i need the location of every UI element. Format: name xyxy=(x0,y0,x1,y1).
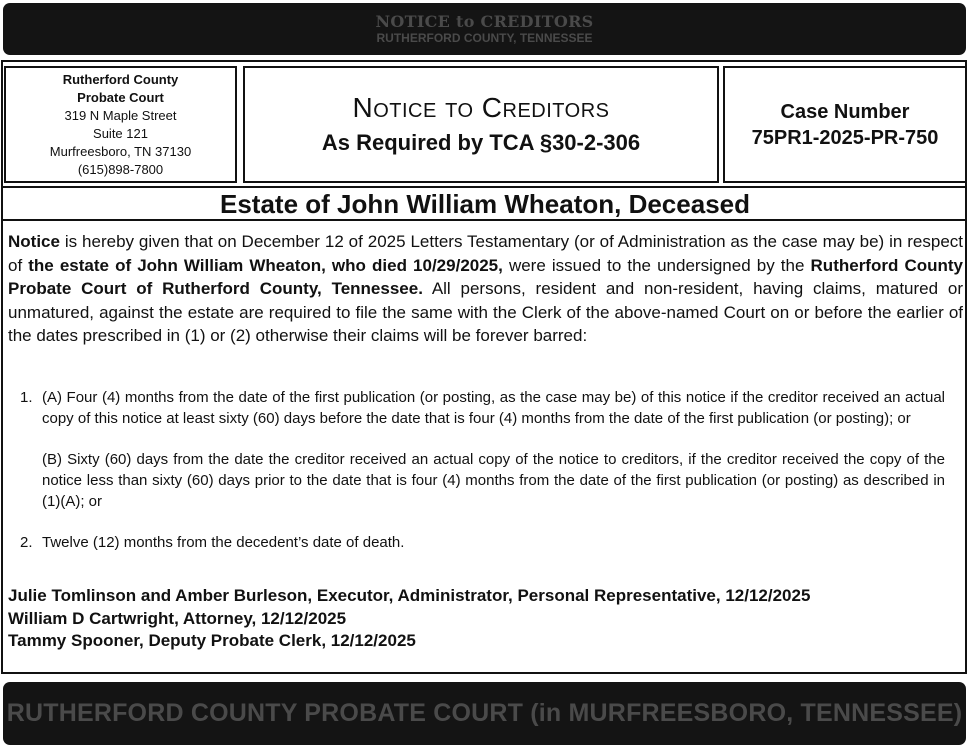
case-number-label: Case Number xyxy=(780,100,910,123)
top-banner-title: NOTICE to CREDITORS xyxy=(375,12,594,31)
signature-line: William D Cartwright, Attorney, 12/12/2025 xyxy=(8,608,347,628)
list-item xyxy=(20,532,945,553)
court-address-box xyxy=(4,66,237,183)
list-item-text-a: (A) Four (4) months from the date of the first publication (or posting, as the case may be) of this notice if the creditor received an actual copy of this notice at least sixty (60) days before the date that is four (4) months from the date of the first publication (or posting); or xyxy=(42,389,945,427)
notice-heading-title: Notice to Creditors xyxy=(352,91,610,123)
notice-court: Rutherford County Probate Court of Rutherford County, Tennessee. xyxy=(8,255,963,298)
divider-bottom xyxy=(3,219,967,221)
court-street: 319 N Maple Street xyxy=(64,107,177,123)
notice-paragraph xyxy=(8,230,963,348)
notice-heading-box xyxy=(243,66,719,183)
court-name-line2: Probate Court xyxy=(77,89,164,105)
notice-heading-subtitle: As Required by TCA §30-2-306 xyxy=(321,129,641,155)
court-name-line1: Rutherford County xyxy=(62,71,179,87)
notice-text-1: is hereby given that on December 12 of 2025 Letters Testamentary (or of Administration as the case may be) in respect of xyxy=(8,232,963,275)
top-banner-subtitle: RUTHERFORD COUNTY, TENNESSEE xyxy=(376,31,593,45)
top-banner xyxy=(3,3,966,55)
list-item xyxy=(20,387,945,512)
notice-estate: the estate of John William Wheaton, who died 10/29/2025, xyxy=(28,255,503,275)
notice-text-3: All persons, resident and non-resident, having claims, matured or unmatured, against the estate are required to file the same with the Clerk of the above-named Court on or before the earlier of the dates prescribed in (1) or (2) otherwise their claims will be forever barred: xyxy=(8,279,963,345)
claim-deadlines-list xyxy=(20,387,945,553)
list-item-text-b: (B) Sixty (60) days from the date the creditor received an actual copy of the notice to creditors, if the creditor received the copy of the notice less than sixty (60) days prior to the date that is four (4) months from the date of the first publication (or posting) as described in (1)(A); or xyxy=(42,451,945,510)
list-item-number: 2. xyxy=(20,534,33,551)
signatures xyxy=(8,585,963,653)
court-city-state-zip: Murfreesboro, TN 37130 xyxy=(49,143,192,159)
court-suite: Suite 121 xyxy=(93,125,148,141)
signature-line: Julie Tomlinson and Amber Burleson, Executor, Administrator, Personal Representative, 12/12/2025 xyxy=(8,586,811,605)
case-number-box xyxy=(723,66,967,183)
notice-text-2: were issued to the undersigned by the xyxy=(502,255,811,275)
signature-line: Tammy Spooner, Deputy Probate Clerk, 12/12/2025 xyxy=(8,631,416,650)
notice-lead: Notice xyxy=(8,232,60,251)
case-number-value: 75PR1-2025-PR-750 xyxy=(751,126,939,149)
list-item-text-a: Twelve (12) months from the decedent’s date of death. xyxy=(42,534,405,551)
list-item-number: 1. xyxy=(20,389,33,406)
bottom-banner: RUTHERFORD COUNTY PROBATE COURT (in MURFREESBORO, TENNESSEE) xyxy=(3,682,966,745)
court-phone: (615)898-7800 xyxy=(77,161,164,177)
estate-title: Estate of John William Wheaton, Deceased xyxy=(220,189,750,219)
